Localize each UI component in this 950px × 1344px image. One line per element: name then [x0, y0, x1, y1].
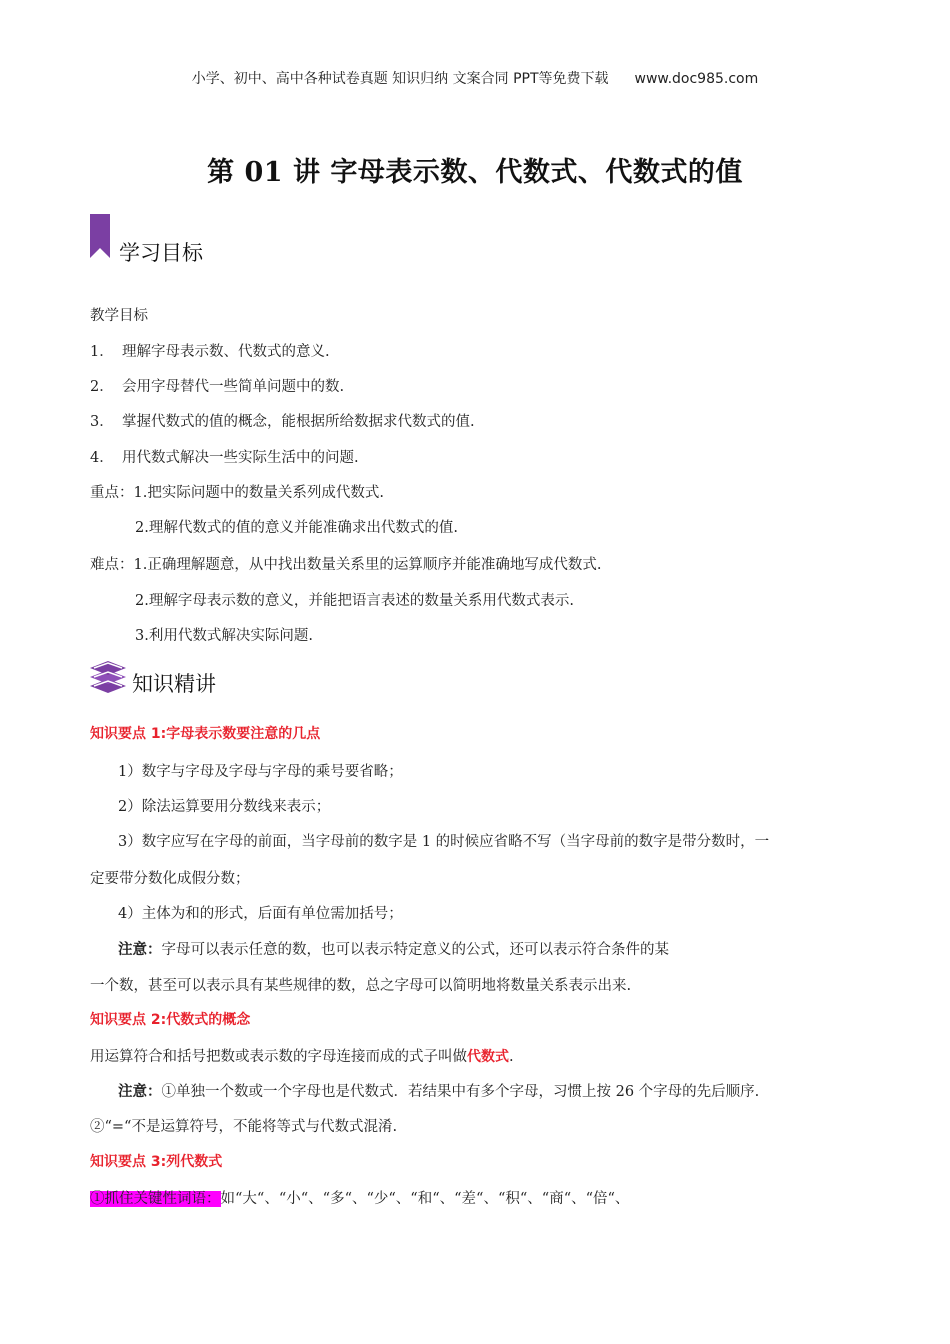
kp3-line: ①抓住关键性词语：如“大“、“小“、“多“、“少“、“和“、“差“、“积“、“商“、“倍“、 [90, 1191, 630, 1207]
section-title-knowledge: 知识精讲 [132, 672, 216, 696]
books-stack-icon [88, 659, 128, 695]
goal-item: 1． 理解字母表示数、代数式的意义. [90, 344, 330, 360]
kp1-item: 3）数字应写在字母的前面，当字母前的数字是 1 的时候应省略不写（当字母前的数字是带分数时，一 [118, 834, 770, 850]
goals-intro: 教学目标 [90, 308, 148, 324]
page-header [0, 68, 950, 88]
kp3-highlight: ①抓住关键性词语： [90, 1191, 221, 1207]
goal-item: 3． 掌握代数式的值的概念，能根据所给数据求代数式的值. [90, 414, 475, 430]
goal-item: 2． 会用字母替代一些简单问题中的数. [90, 379, 345, 395]
goal-item: 4． 用代数式解决一些实际生活中的问题. [90, 450, 359, 466]
difficult-point: 2.理解字母表示数的意义，并能把语言表述的数量关系用代数式表示. [135, 593, 574, 609]
kp3-heading: 知识要点 3:列代数式 [90, 1154, 223, 1170]
difficult-point: 3.利用代数式解决实际问题. [135, 628, 313, 644]
page-title: 第 01 讲 字母表示数、代数式、代数式的值 [207, 157, 743, 188]
kp1-note-continued: 一个数，甚至可以表示具有某些规律的数，总之字母可以简明地将数量关系表示出来. [90, 978, 632, 994]
kp1-item: 2）除法运算要用分数线来表示； [118, 799, 331, 815]
kp1-item: 4）主体为和的形式，后面有单位需加括号； [118, 906, 403, 922]
kp2-note-continued: ②“=“不是运算符号，不能将等式与代数式混淆. [90, 1119, 398, 1135]
difficult-point: 难点：1.正确理解题意，从中找出数量关系里的运算顺序并能准确地写成代数式. [90, 557, 602, 573]
header-text: 小学、初中、高中各种试卷真题 知识归纳 文案合同 PPT等免费下载 [191, 71, 609, 87]
key-point: 重点：1.把实际问题中的数量关系列成代数式. [90, 485, 384, 501]
kp2-heading: 知识要点 2:代数式的概念 [90, 1012, 251, 1028]
kp1-item: 1）数字与字母及字母与字母的乘号要省略； [118, 764, 403, 780]
bookmark-icon [90, 214, 110, 258]
section-title-goals: 学习目标 [119, 241, 203, 265]
kp1-note: 注意：字母可以表示任意的数，也可以表示特定意义的公式，还可以表示符合条件的某 [118, 941, 669, 958]
key-point: 2.理解代数式的值的意义并能准确求出代数式的值. [135, 520, 458, 536]
kp2-definition: 用运算符合和括号把数或表示数的字母连接而成的式子叫做代数式. [90, 1049, 514, 1065]
header-site-link[interactable]: www.doc985.com [634, 71, 759, 87]
kp2-term: 代数式 [467, 1049, 509, 1065]
kp1-item-continued: 定要带分数化成假分数； [90, 871, 250, 887]
kp1-heading: 知识要点 1:字母表示数要注意的几点 [90, 726, 321, 742]
kp2-note: 注意：①单独一个数或一个字母也是代数式．若结果中有多个字母，习惯上按 26 个字母的先后顺序. [118, 1083, 760, 1100]
